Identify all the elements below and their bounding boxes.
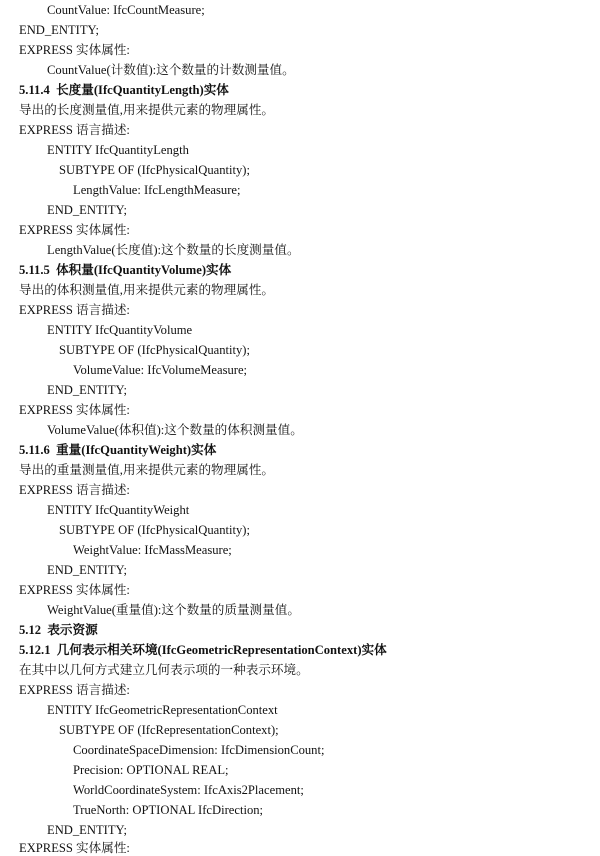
text-line: EXPRESS 语言描述:	[19, 303, 130, 317]
section-heading: 5.12.1 几何表示相关环境(IfcGeometricRepresentationContext)实体	[19, 643, 387, 657]
text-line: CountValue(计数值):这个数量的计数测量值。	[47, 63, 295, 77]
text-line: END_ENTITY;	[19, 23, 99, 37]
code-line: SUBTYPE OF (IfcRepresentationContext);	[59, 723, 279, 737]
code-line: ENTITY IfcQuantityWeight	[47, 503, 190, 517]
text-line: VolumeValue(体积值):这个数量的体积测量值。	[47, 423, 303, 437]
text-line: 导出的体积测量值,用来提供元素的物理属性。	[19, 283, 275, 297]
text-line: EXPRESS 实体属性:	[19, 43, 130, 57]
text-line: EXPRESS 实体属性:	[19, 841, 130, 855]
code-line: END_ENTITY;	[47, 823, 127, 837]
code-line: VolumeValue: IfcVolumeMeasure;	[73, 363, 248, 377]
text-line: EXPRESS 语言描述:	[19, 683, 130, 697]
section-heading: 5.11.5 体积量(IfcQuantityVolume)实体	[19, 263, 232, 277]
text-line: 导出的长度测量值,用来提供元素的物理属性。	[19, 103, 275, 117]
text-line: LengthValue(长度值):这个数量的长度测量值。	[47, 243, 300, 257]
text-line: CountValue: IfcCountMeasure;	[47, 3, 205, 17]
code-line: END_ENTITY;	[47, 203, 127, 217]
code-line: TrueNorth: OPTIONAL IfcDirection;	[73, 803, 264, 817]
text-line: EXPRESS 语言描述:	[19, 123, 130, 137]
code-line: SUBTYPE OF (IfcPhysicalQuantity);	[59, 523, 250, 537]
code-line: ENTITY IfcQuantityVolume	[47, 323, 193, 337]
text-line: EXPRESS 实体属性:	[19, 583, 130, 597]
code-line: WorldCoordinateSystem: IfcAxis2Placement;	[73, 783, 304, 797]
section-heading: 5.11.6 重量(IfcQuantityWeight)实体	[19, 443, 217, 457]
text-line: EXPRESS 实体属性:	[19, 223, 130, 237]
code-line: LengthValue: IfcLengthMeasure;	[73, 183, 241, 197]
code-line: END_ENTITY;	[47, 383, 127, 397]
section-heading: 5.12 表示资源	[19, 623, 98, 637]
code-line: WeightValue: IfcMassMeasure;	[73, 543, 232, 557]
text-line: EXPRESS 语言描述:	[19, 483, 130, 497]
section-heading: 5.11.4 长度量(IfcQuantityLength)实体	[19, 83, 229, 97]
code-line: SUBTYPE OF (IfcPhysicalQuantity);	[59, 163, 250, 177]
code-line: ENTITY IfcQuantityLength	[47, 143, 189, 157]
text-line: EXPRESS 实体属性:	[19, 403, 130, 417]
code-line: SUBTYPE OF (IfcPhysicalQuantity);	[59, 343, 250, 357]
code-line: ENTITY IfcGeometricRepresentationContext	[47, 703, 278, 717]
text-line: 导出的重量测量值,用来提供元素的物理属性。	[19, 463, 275, 477]
code-line: END_ENTITY;	[47, 563, 127, 577]
code-line: Precision: OPTIONAL REAL;	[73, 763, 229, 777]
text-line: WeightValue(重量值):这个数量的质量测量值。	[47, 603, 300, 617]
code-line: CoordinateSpaceDimension: IfcDimensionCount;	[73, 743, 325, 757]
text-line: 在其中以几何方式建立几何表示项的一种表示环境。	[19, 663, 309, 677]
